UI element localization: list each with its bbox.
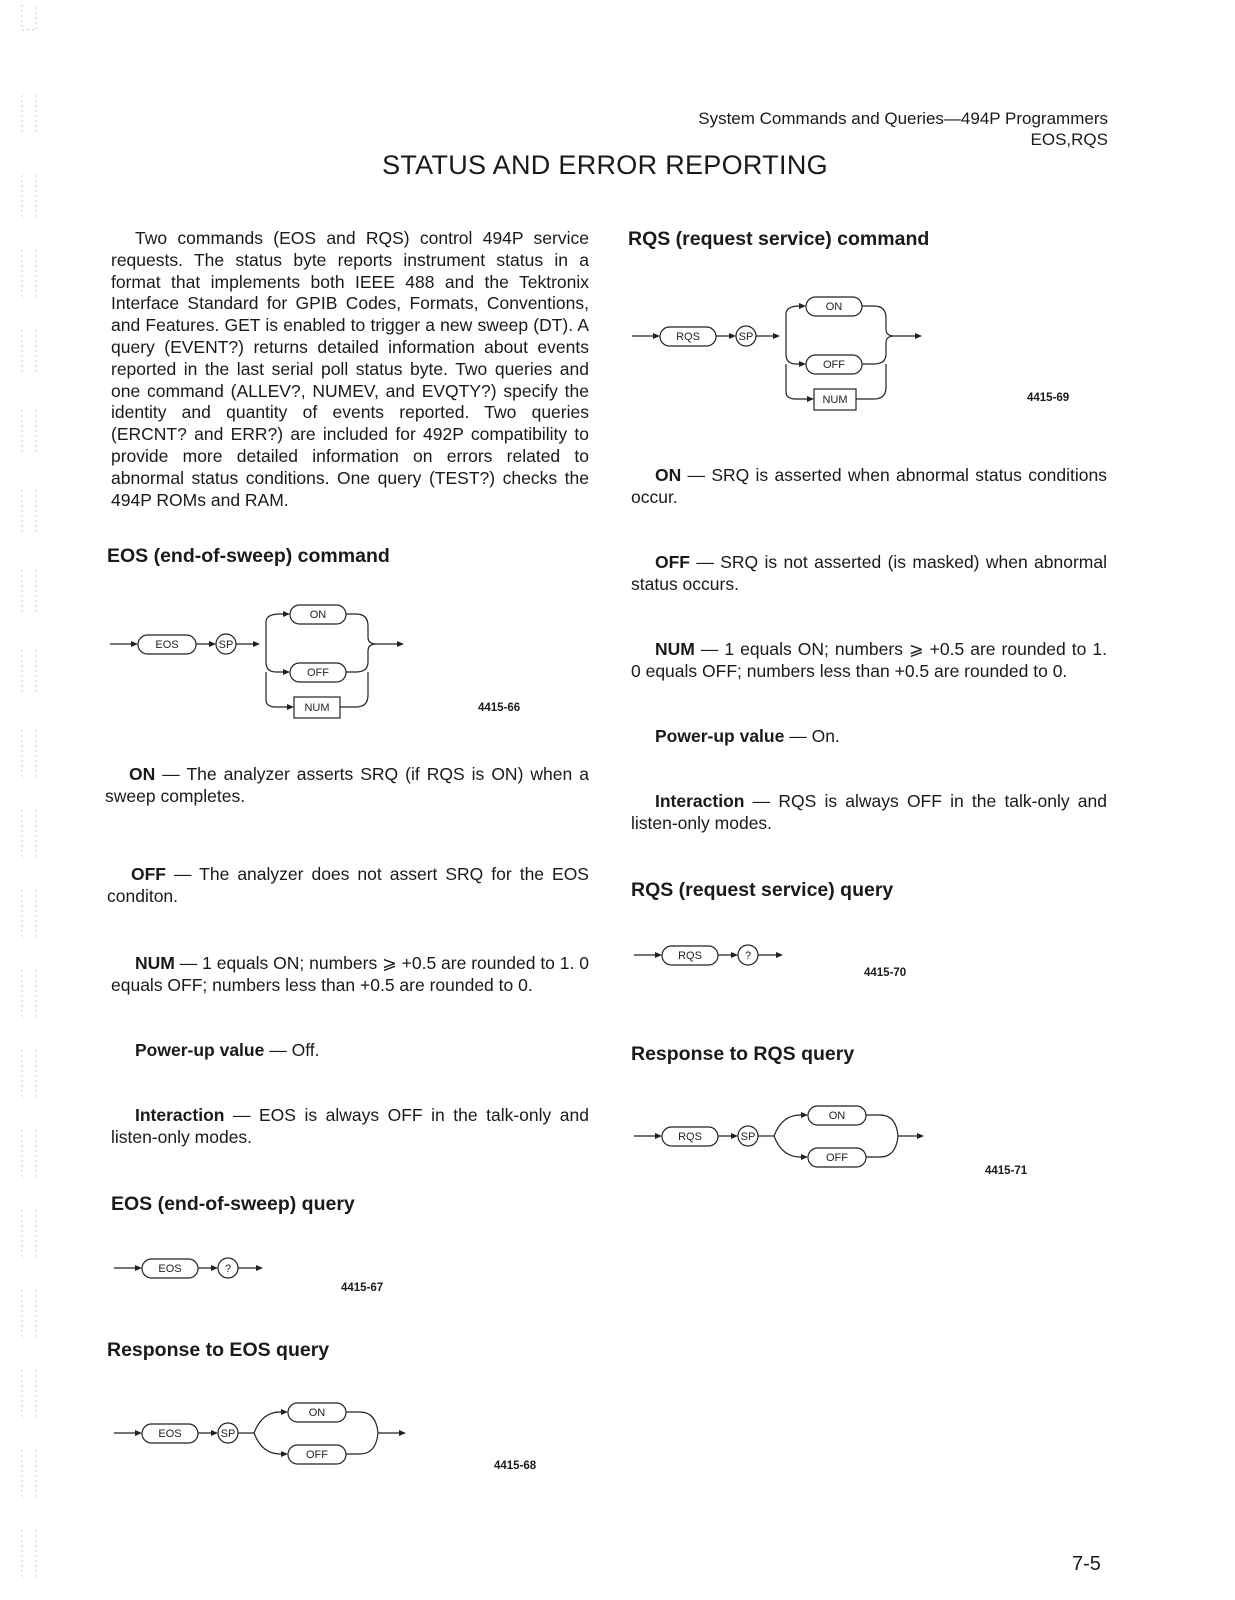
rqs-query-heading: RQS (request service) query bbox=[631, 879, 894, 901]
eos-command-syntax-diagram bbox=[108, 600, 408, 725]
rqs-query-cmd-label: RQS bbox=[678, 950, 702, 962]
on-label: ON bbox=[828, 1110, 846, 1122]
on-label: ON bbox=[825, 301, 843, 313]
num-label: NUM bbox=[822, 394, 848, 406]
off-label: OFF bbox=[306, 1449, 328, 1461]
running-header-commands: EOS,RQS bbox=[1030, 130, 1108, 149]
rqs-command-syntax-diagram bbox=[630, 292, 930, 417]
page-title: STATUS AND ERROR REPORTING bbox=[382, 150, 828, 180]
num-label: NUM bbox=[304, 702, 330, 714]
on-label: ON bbox=[308, 1407, 326, 1419]
running-header-title: System Commands and Queries—494P Programmers bbox=[698, 109, 1108, 128]
binding-margin-marks bbox=[16, 0, 46, 1600]
eos-cmd-label: EOS bbox=[155, 639, 179, 651]
figure-number: 4415-71 bbox=[985, 1165, 1028, 1177]
rqs-interaction-description: Interaction — RQS is always OFF in the talk-only and listen-only modes. bbox=[631, 791, 1107, 833]
sp-label: SP bbox=[218, 639, 234, 651]
rqs-powerup-description: Power-up value — On. bbox=[655, 726, 840, 746]
figure-number: 4415-68 bbox=[494, 1460, 537, 1472]
off-label: OFF bbox=[826, 1152, 848, 1164]
rqs-response-cmd-label: RQS bbox=[678, 1131, 702, 1143]
eos-query-cmd-label: EOS bbox=[158, 1263, 182, 1275]
eos-off-description: OFF — The analyzer does not assert SRQ for the EOS conditon. bbox=[107, 864, 589, 906]
rqs-on-description: ON — SRQ is asserted when abnormal status conditions occur. bbox=[631, 465, 1107, 507]
question-mark-label: ? bbox=[744, 950, 752, 962]
sp-label: SP bbox=[738, 331, 754, 343]
rqs-query-syntax-diagram bbox=[632, 942, 792, 972]
intro-paragraph: Two commands (EOS and RQS) control 494P service requests. The status byte reports instrument status in a format that implements both IEEE 488 and the Tektronix Interface Standard for GPIB Codes, Formats, Conventions, and Features. GET is enabled to trigger a new sweep (DT). A query (EVENT?) returns detailed information about events reported in the last serial poll status byte. Two queries and one command (ALLEV?, NUMEV, and EVQTY?) specify the identity and quantity of events reported. Two queries (ERCNT? and ERR?) are included for 492P compatibility to provide more detailed information on errors related to abnormal status conditions. One query (TEST?) checks the 494P ROMs and RAM. bbox=[111, 228, 589, 510]
sp-label: SP bbox=[220, 1428, 236, 1440]
figure-number: 4415-67 bbox=[341, 1282, 384, 1294]
off-label: OFF bbox=[307, 667, 329, 679]
off-label: OFF bbox=[823, 359, 845, 371]
eos-on-description: ON — The analyzer asserts SRQ (if RQS is ON) when a sweep completes. bbox=[105, 764, 589, 806]
eos-response-cmd-label: EOS bbox=[158, 1428, 182, 1440]
figure-number: 4415-69 bbox=[1027, 392, 1070, 404]
sp-label: SP bbox=[740, 1131, 756, 1143]
eos-command-heading: EOS (end-of-sweep) command bbox=[107, 545, 390, 567]
eos-num-description: NUM — 1 equals ON; numbers ⩾ +0.5 are rounded to 1. 0 equals OFF; numbers less than +0.5 are rounded to 0. bbox=[111, 953, 589, 995]
page-number: 7-5 bbox=[1072, 1553, 1101, 1575]
eos-response-syntax-diagram bbox=[112, 1398, 412, 1470]
eos-interaction-description: Interaction — EOS is always OFF in the talk-only and listen-only modes. bbox=[111, 1105, 589, 1147]
question-mark-label: ? bbox=[224, 1263, 232, 1275]
on-label: ON bbox=[309, 609, 327, 621]
eos-powerup-description: Power-up value — Off. bbox=[135, 1040, 320, 1060]
rqs-response-heading: Response to RQS query bbox=[631, 1043, 855, 1065]
rqs-response-syntax-diagram bbox=[632, 1101, 932, 1173]
running-header bbox=[698, 108, 1108, 150]
eos-query-syntax-diagram bbox=[112, 1255, 272, 1285]
eos-query-heading: EOS (end-of-sweep) query bbox=[111, 1193, 355, 1215]
figure-number: 4415-70 bbox=[864, 967, 907, 979]
rqs-off-description: OFF — SRQ is not asserted (is masked) when abnormal status occurs. bbox=[631, 552, 1107, 594]
figure-number: 4415-66 bbox=[478, 702, 521, 714]
rqs-command-heading: RQS (request service) command bbox=[628, 228, 930, 250]
rqs-num-description: NUM — 1 equals ON; numbers ⩾ +0.5 are rounded to 1. 0 equals OFF; numbers less than +0.5 are rounded to 0. bbox=[631, 639, 1107, 681]
rqs-cmd-label: RQS bbox=[676, 331, 700, 343]
eos-response-heading: Response to EOS query bbox=[107, 1339, 330, 1361]
